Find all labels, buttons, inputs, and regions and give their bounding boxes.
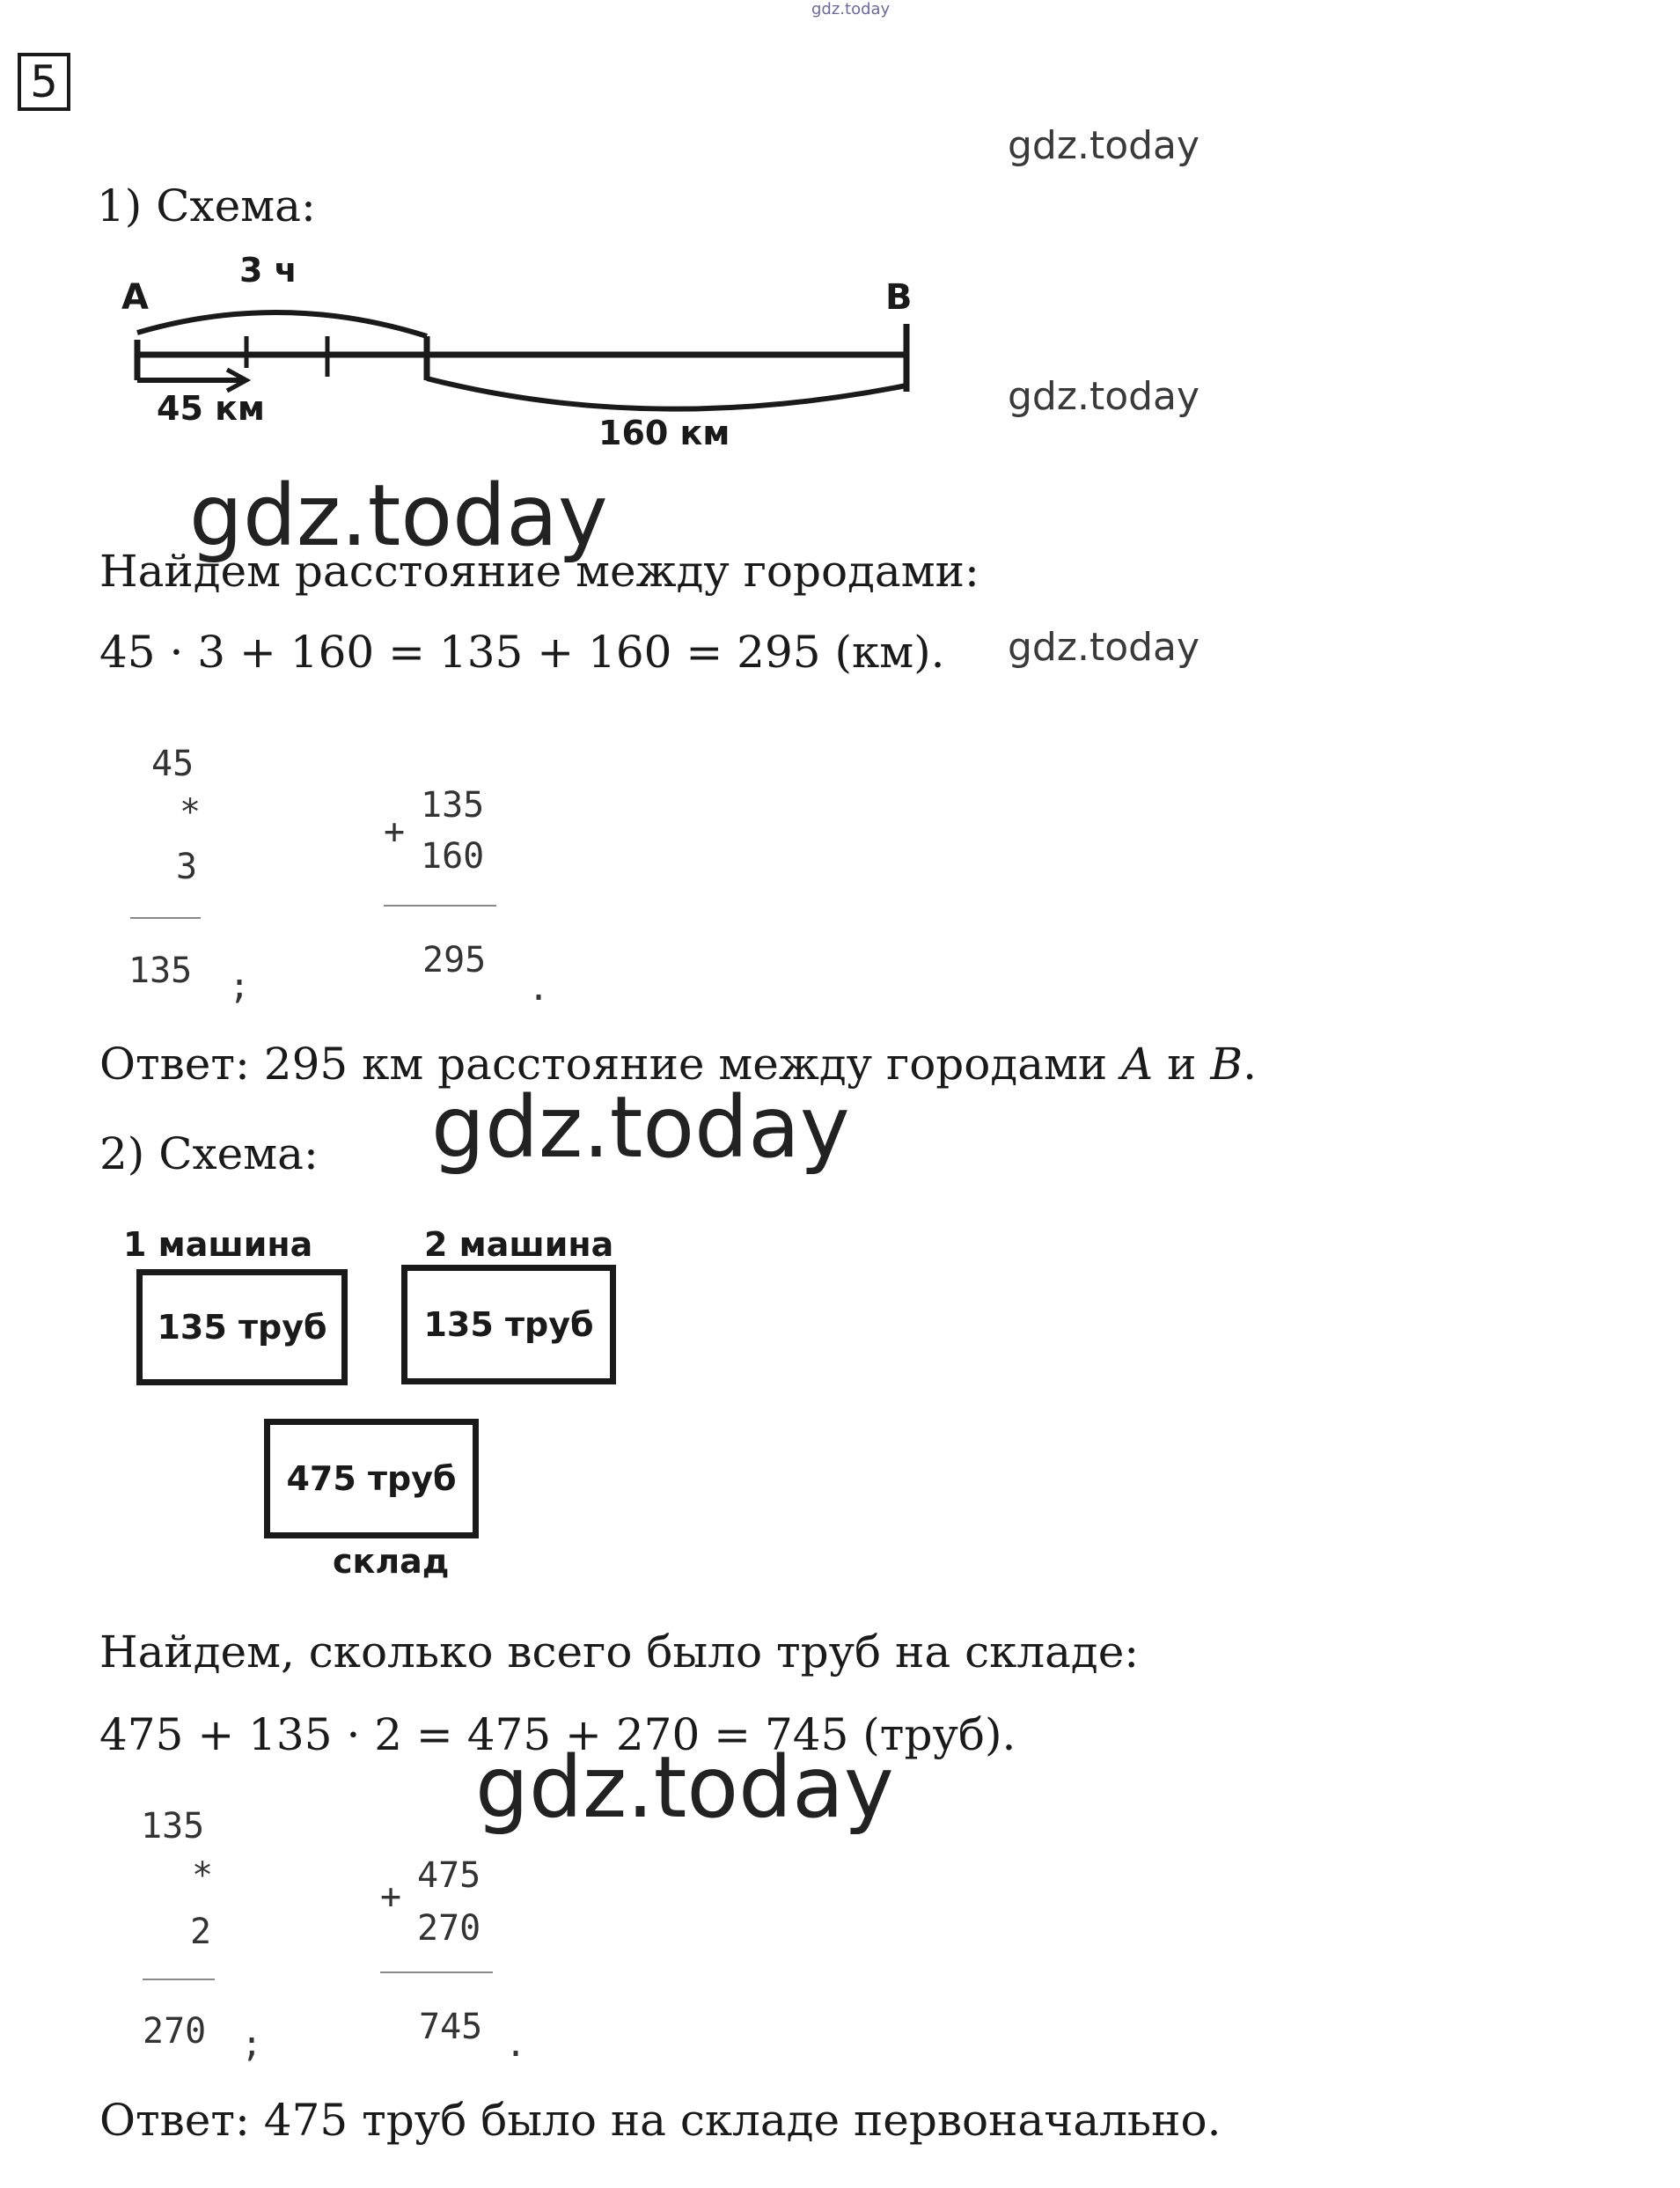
- car2-box: 135 труб: [401, 1265, 616, 1384]
- warehouse-label: склад: [333, 1542, 450, 1581]
- part2-find-text: Найдем, сколько всего было труб на складе:: [99, 1626, 1140, 1678]
- add1-a: 135: [421, 785, 485, 826]
- time-label: 3 ч: [239, 251, 297, 290]
- add2-a: 475: [417, 1855, 481, 1896]
- mult1-a: 45: [151, 744, 194, 784]
- watermark-top: gdz.today: [811, 0, 891, 18]
- watermark-big-1: gdz.today: [189, 466, 608, 565]
- mult1-b: 3: [176, 847, 198, 887]
- point-b-label: B: [885, 277, 913, 318]
- mult2-line: [143, 1979, 215, 1980]
- distance-label: 160 км: [598, 414, 730, 452]
- task-number: 5: [18, 53, 70, 111]
- speed-label: 45 км: [157, 389, 265, 428]
- watermark-small-2: gdz.today: [1008, 374, 1200, 419]
- part1-heading: 1) Схема:: [97, 180, 316, 231]
- mult2-sep: ;: [241, 2024, 263, 2065]
- add2-sep: .: [505, 2024, 527, 2065]
- car1-box: 135 труб: [136, 1269, 348, 1385]
- part2-answer: Ответ: 475 труб было на складе первоначально.: [99, 2095, 1221, 2146]
- mult2-op: *: [192, 1855, 214, 1896]
- mult2-b: 2: [190, 1912, 212, 1952]
- part2-equation: 475 + 135 · 2 = 475 + 270 = 745 (труб).: [99, 1709, 1016, 1760]
- point-a-label: A: [121, 277, 149, 318]
- add1-sep: .: [528, 968, 550, 1009]
- add1-op: +: [384, 811, 406, 852]
- part2-heading: 2) Схема:: [99, 1128, 319, 1179]
- watermark-small-3: gdz.today: [1008, 625, 1200, 670]
- mult1-result: 135: [128, 951, 193, 991]
- add2-line: [380, 1971, 493, 1973]
- add2-b: 270: [417, 1908, 481, 1949]
- add1-line: [384, 905, 496, 907]
- car2-label: 2 машина: [424, 1225, 614, 1264]
- watermark-big-2: gdz.today: [431, 1078, 850, 1177]
- add2-op: +: [380, 1876, 402, 1917]
- part1-answer: Ответ: 295 км расстояние между городами A и B.: [99, 1039, 1257, 1090]
- part1-find-text: Найдем расстояние между городами:: [99, 546, 979, 597]
- mult1-op: *: [180, 792, 202, 833]
- add2-result: 745: [419, 2007, 483, 2047]
- mult1-sep: ;: [229, 966, 251, 1007]
- car1-label: 1 машина: [123, 1225, 313, 1264]
- add1-result: 295: [422, 940, 487, 980]
- mult1-line: [130, 917, 201, 919]
- part1-equation: 45 · 3 + 160 = 135 + 160 = 295 (км).: [99, 627, 945, 678]
- warehouse-box: 475 труб: [264, 1419, 479, 1538]
- add1-b: 160: [421, 836, 485, 877]
- mult2-result: 270: [143, 2011, 207, 2052]
- mult2-a: 135: [141, 1806, 205, 1847]
- watermark-small-1: gdz.today: [1008, 123, 1200, 168]
- watermark-big-3: gdz.today: [475, 1738, 894, 1837]
